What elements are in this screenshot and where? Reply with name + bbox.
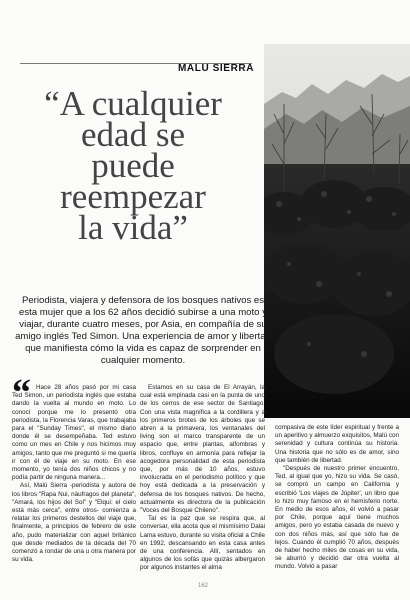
body-paragraph: Tal es la paz que se respira que, al conversar, ella acota que el mismísimo Dalai Lama estuvo, durante su visita oficial a Chile en 1992, descansando en esta casa antes de una conferencia. Allí, sentados en algunos de los sofás que quizás albergaron por algunos instantes el alma bbox=[140, 515, 265, 572]
body-paragraph: Estamos en su casa de El Arrayán, la cual está empinada casi en la punta de uno de los cerros de ese sector de Santiago. Con una vista magnífica a la cordillera y a los primeros brotes de los árboles que se abren a la primavera, los ventanales del living son el marco transparente de un espacio que, entre plantas, alfombras y libros, confluye en armonía para reflejar la acogedora personalidad de esta periodista que, por más de 10 años, estuvo involucrada en el periodismo político y que hoy está dedicada a la preservación y defensa de los bosques nativos. De hecho, actualmente es directora de la publicación "Voces del Bosque Chileno". bbox=[140, 384, 265, 515]
landscape-photo bbox=[264, 44, 410, 418]
headline-line: la vida” bbox=[78, 208, 188, 247]
author-name: MALU SIERRA bbox=[178, 63, 255, 74]
opening-quote-mark: “ bbox=[12, 372, 31, 414]
text-column-1 bbox=[12, 384, 136, 564]
intro-paragraph: Periodista, viajera y defensora de los bosques nativos es esta mujer que a los 62 años decidió subirse a una moto y viajar, durante cuatro meses, por Asia, en compañía de su amigo inglés Ted Simon. Una experiencia de amor y libertad que manifiesta cómo la vida es capaz de sorprender en cualquier momento. bbox=[15, 295, 271, 366]
headline-line: puede bbox=[91, 146, 175, 185]
text-column-3 bbox=[275, 424, 399, 572]
headline-line: “A cualquier bbox=[44, 84, 222, 123]
headline-line: edad se bbox=[81, 115, 185, 154]
headline-line: reempezar bbox=[60, 177, 206, 216]
body-paragraph: Hace 28 años pasó por mi casa Ted Simon, un periodista inglés que estaba dando la vuelta al mundo en moto. Lo conocí porque me lo presentó otra periodista, la Florencia Varas, que trabajaba para el "Sunday Times", el mismo diario donde él se desempeñaba. Ted estuvo como un mes en Chile y nos hicimos muy amigos, tanto que me preguntó si me quería ir con él de viaje en su moto. En ese momento, yo tenía dos niños chicos y no podía partir de ninguna manera... bbox=[12, 384, 136, 482]
body-paragraph: Así, Malú Sierra -periodista y autora de los libros "Rapa Nui, náufragos del planeta", "Amará, los hijos del Sol" y "Elqui: el cielo está más cerca", entre otros- comienza a relatar los primeros destellos del viaje que, finalmente, a principios de febrero de este año, pudo materializar con aquel británico que desde mediados de la década del 70 comenzó a rondar de una u otra manera por su vida. bbox=[12, 482, 136, 564]
text-column-2 bbox=[140, 384, 265, 573]
body-paragraph: "Después de nuestro primer encuentro, Ted, al igual que yo, hizo su vida. Se casó, se compró un campo en California y escribió 'Los viajes de Júpiter', un libro que lo hizo muy famoso en el hemisferio norte. En medio de esos años, él volvió a pasar por Chile, porque aquí tiene muchos amigos, pero yo estaba casada de nuevo y con dos niños más, así que sólo fue de lejos. Cuando él cumplió 70 años, después de haber hecho miles de cosas en su vida, se aburrió y decidió dar otra vuelta al mundo. Volvió a pasar bbox=[275, 465, 399, 571]
headline bbox=[8, 84, 258, 247]
body-paragraph: compasiva de este líder espiritual y frente a un aperitivo y almuerzo exquisitos, Malú con serenidad y cultura continúa su historia. Una historia que no sólo es de amor, sino que también de libertad. bbox=[275, 424, 399, 464]
page-number: 162 bbox=[198, 583, 209, 589]
